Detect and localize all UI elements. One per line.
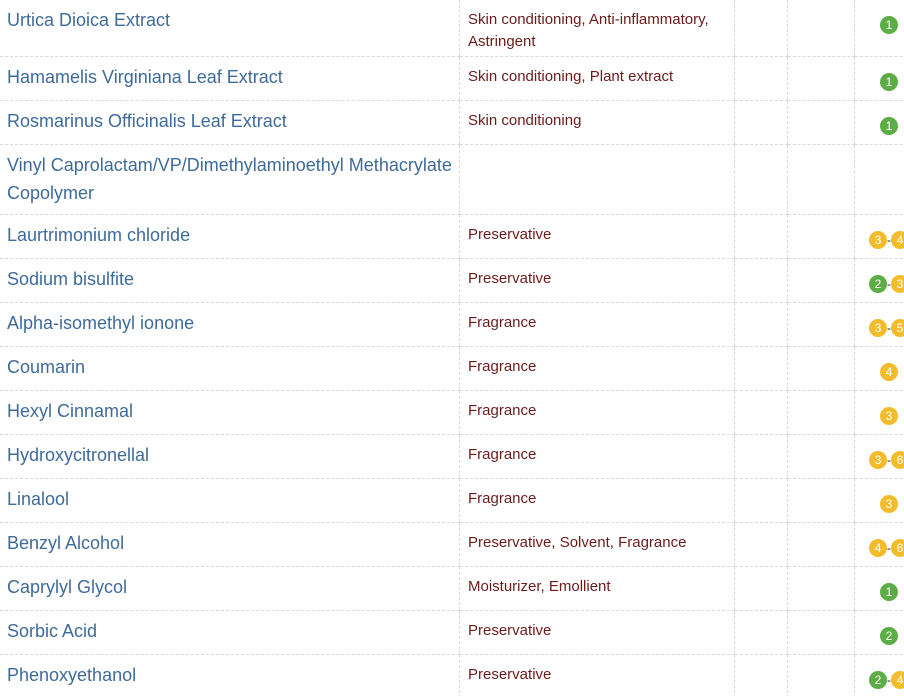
empty-cell bbox=[735, 522, 788, 566]
ingredient-function: Preservative bbox=[468, 269, 552, 287]
ewg-rating-badge bbox=[869, 319, 904, 337]
rating-score-dot: 3 bbox=[869, 231, 887, 249]
ingredient-name-cell bbox=[0, 144, 460, 214]
ingredient-row bbox=[0, 434, 904, 478]
empty-cell bbox=[735, 0, 788, 56]
empty-cell bbox=[788, 346, 855, 390]
empty-cell bbox=[788, 302, 855, 346]
empty-cell bbox=[735, 144, 788, 214]
empty-cell bbox=[735, 654, 788, 696]
rating-score-dot: 1 bbox=[880, 583, 898, 601]
ingredient-function-cell bbox=[460, 390, 735, 434]
ingredient-name-link[interactable]: Vinyl Caprolactam/VP/Dimethylaminoethyl Methacrylate Copolymer bbox=[7, 154, 452, 203]
ingredient-function-cell bbox=[460, 346, 735, 390]
ingredient-row bbox=[0, 390, 904, 434]
ingredient-function-cell bbox=[460, 56, 735, 100]
ingredient-function: Moisturizer, Emollient bbox=[468, 577, 611, 595]
ingredient-name-link[interactable]: Linalool bbox=[7, 488, 70, 509]
ingredient-name-cell bbox=[0, 522, 460, 566]
empty-cell bbox=[788, 610, 855, 654]
empty-cell bbox=[788, 522, 855, 566]
ingredient-function-cell bbox=[460, 0, 735, 56]
empty-cell bbox=[788, 478, 855, 522]
ewg-rating-badge bbox=[869, 231, 904, 249]
rating-score-dot: 4 bbox=[880, 363, 898, 381]
empty-cell bbox=[788, 56, 855, 100]
ewg-rating-badge bbox=[880, 627, 898, 645]
empty-cell bbox=[788, 434, 855, 478]
rating-range-dash: - bbox=[887, 276, 891, 291]
ingredient-row bbox=[0, 302, 904, 346]
ingredient-function: Skin conditioning bbox=[468, 111, 582, 129]
ewg-rating-badge bbox=[880, 117, 898, 135]
ingredient-function-cell bbox=[460, 522, 735, 566]
ingredient-function: Skin conditioning, Anti-inflammatory, Astringent bbox=[468, 11, 709, 50]
rating-score-dot: 4 bbox=[891, 671, 904, 689]
ingredient-function: Fragrance bbox=[468, 313, 537, 331]
ewg-rating-badge bbox=[869, 451, 904, 469]
ewg-rating-badge bbox=[880, 73, 898, 91]
rating-score-dot: 1 bbox=[880, 117, 898, 135]
ingredient-function-cell bbox=[460, 214, 735, 258]
empty-cell bbox=[735, 478, 788, 522]
ingredient-function-cell bbox=[460, 654, 735, 696]
ingredient-row bbox=[0, 0, 904, 56]
ewg-rating-badge bbox=[880, 407, 898, 425]
rating-score-dot: 3 bbox=[869, 319, 887, 337]
ingredient-row bbox=[0, 144, 904, 214]
rating-range-dash: - bbox=[887, 452, 891, 467]
ingredient-name-cell bbox=[0, 214, 460, 258]
ingredient-rating-cell bbox=[855, 390, 904, 434]
ingredient-function: Preservative bbox=[468, 621, 552, 639]
empty-cell bbox=[735, 100, 788, 144]
ingredient-row bbox=[0, 654, 904, 696]
ingredient-function-cell bbox=[460, 100, 735, 144]
rating-score-dot: 6 bbox=[891, 539, 904, 557]
empty-cell bbox=[735, 56, 788, 100]
ingredient-row bbox=[0, 214, 904, 258]
empty-cell bbox=[735, 390, 788, 434]
ingredient-rating-cell bbox=[855, 214, 904, 258]
rating-score-dot: 5 bbox=[891, 319, 904, 337]
rating-score-dot: 2 bbox=[869, 671, 887, 689]
empty-cell bbox=[788, 214, 855, 258]
ingredient-row bbox=[0, 522, 904, 566]
ingredient-function: Preservative bbox=[468, 665, 552, 683]
ingredient-rating-cell bbox=[855, 434, 904, 478]
empty-cell bbox=[735, 346, 788, 390]
ingredient-row bbox=[0, 478, 904, 522]
rating-score-dot: 4 bbox=[891, 231, 904, 249]
ewg-rating-badge bbox=[869, 671, 904, 689]
ingredient-name-link[interactable]: Laurtrimonium chloride bbox=[7, 224, 191, 245]
ingredient-function: Skin conditioning, Plant extract bbox=[468, 67, 674, 85]
ingredient-function-cell bbox=[460, 478, 735, 522]
ingredient-rating-cell bbox=[855, 610, 904, 654]
ingredient-name-cell bbox=[0, 478, 460, 522]
ingredient-name-link[interactable]: Hydroxycitronellal bbox=[7, 444, 150, 465]
ingredient-rating-cell bbox=[855, 56, 904, 100]
ingredient-row bbox=[0, 258, 904, 302]
empty-cell bbox=[735, 566, 788, 610]
ingredient-name-cell bbox=[0, 0, 460, 56]
ingredient-name-cell bbox=[0, 100, 460, 144]
ingredient-rating-cell bbox=[855, 0, 904, 56]
empty-cell bbox=[735, 258, 788, 302]
ingredient-name-link[interactable]: Benzyl Alcohol bbox=[7, 532, 125, 553]
rating-score-dot: 1 bbox=[880, 73, 898, 91]
ingredient-name-cell bbox=[0, 566, 460, 610]
rating-score-dot: 3 bbox=[891, 275, 904, 293]
rating-range-dash: - bbox=[887, 540, 891, 555]
rating-range-dash: - bbox=[887, 232, 891, 247]
ingredient-function-cell bbox=[460, 302, 735, 346]
rating-range-dash: - bbox=[887, 672, 891, 687]
rating-score-dot: 6 bbox=[891, 451, 904, 469]
ingredient-function: Preservative, Solvent, Fragrance bbox=[468, 533, 687, 551]
ingredient-function-cell bbox=[460, 258, 735, 302]
ingredient-rating-cell bbox=[855, 100, 904, 144]
rating-score-dot: 1 bbox=[880, 16, 898, 34]
ingredient-name-link[interactable]: Hexyl Cinnamal bbox=[7, 400, 134, 421]
ingredient-rating-cell bbox=[855, 522, 904, 566]
ingredient-name-link[interactable]: Rosmarinus Officinalis Leaf Extract bbox=[7, 110, 287, 131]
ewg-rating-badge bbox=[880, 583, 898, 601]
ingredient-rating-cell bbox=[855, 258, 904, 302]
empty-cell bbox=[788, 258, 855, 302]
ingredient-rating-cell bbox=[855, 478, 904, 522]
ewg-rating-badge bbox=[869, 539, 904, 557]
ingredient-rating-cell bbox=[855, 346, 904, 390]
ingredient-rating-cell bbox=[855, 566, 904, 610]
ewg-rating-badge bbox=[880, 495, 898, 513]
ingredient-function: Fragrance bbox=[468, 489, 537, 507]
ingredient-name-link[interactable]: Sorbic Acid bbox=[7, 620, 98, 641]
ingredient-rating-cell bbox=[855, 654, 904, 696]
ingredient-function: Fragrance bbox=[468, 401, 537, 419]
ingredient-function: Fragrance bbox=[468, 445, 537, 463]
ingredient-row bbox=[0, 610, 904, 654]
rating-score-dot: 2 bbox=[869, 275, 887, 293]
rating-score-dot: 3 bbox=[880, 407, 898, 425]
ingredient-function-cell bbox=[460, 566, 735, 610]
rating-score-dot: 3 bbox=[880, 495, 898, 513]
empty-cell bbox=[735, 434, 788, 478]
ingredient-name-link[interactable]: Coumarin bbox=[7, 356, 86, 377]
empty-cell bbox=[788, 390, 855, 434]
ingredient-name-link[interactable]: Alpha-isomethyl ionone bbox=[7, 312, 195, 333]
ingredient-name-link[interactable]: Hamamelis Virginiana Leaf Extract bbox=[7, 66, 283, 87]
ingredient-name-link[interactable]: Urtica Dioica Extract bbox=[7, 10, 171, 30]
empty-cell bbox=[788, 566, 855, 610]
ingredient-function-cell bbox=[460, 434, 735, 478]
empty-cell bbox=[735, 302, 788, 346]
ingredient-function: Fragrance bbox=[468, 357, 537, 375]
empty-cell bbox=[788, 100, 855, 144]
ingredient-name-cell bbox=[0, 390, 460, 434]
ingredient-name-link[interactable]: Phenoxyethanol bbox=[7, 664, 137, 685]
ingredient-name-cell bbox=[0, 434, 460, 478]
ingredient-rating-cell bbox=[855, 144, 904, 214]
rating-score-dot: 4 bbox=[869, 539, 887, 557]
ingredient-name-cell bbox=[0, 654, 460, 696]
ingredient-row bbox=[0, 346, 904, 390]
ingredient-function: Preservative bbox=[468, 225, 552, 243]
ingredient-name-link[interactable]: Caprylyl Glycol bbox=[7, 576, 128, 597]
ewg-rating-badge bbox=[880, 16, 898, 34]
empty-cell bbox=[735, 610, 788, 654]
rating-score-dot: 2 bbox=[880, 627, 898, 645]
ewg-rating-badge bbox=[880, 363, 898, 381]
ingredient-row bbox=[0, 566, 904, 610]
ingredient-name-link[interactable]: Sodium bisulfite bbox=[7, 268, 135, 289]
ingredient-rating-cell bbox=[855, 302, 904, 346]
empty-cell bbox=[788, 144, 855, 214]
ingredient-name-cell bbox=[0, 610, 460, 654]
ingredient-row bbox=[0, 100, 904, 144]
ingredient-function-cell bbox=[460, 144, 735, 214]
rating-range-dash: - bbox=[887, 320, 891, 335]
ingredient-name-cell bbox=[0, 56, 460, 100]
empty-cell bbox=[788, 654, 855, 696]
ingredient-function-cell bbox=[460, 610, 735, 654]
ingredient-name-cell bbox=[0, 258, 460, 302]
ingredient-name-cell bbox=[0, 302, 460, 346]
ingredient-name-cell bbox=[0, 346, 460, 390]
rating-score-dot: 3 bbox=[869, 451, 887, 469]
empty-cell bbox=[788, 0, 855, 56]
ingredient-row bbox=[0, 56, 904, 100]
empty-cell bbox=[735, 214, 788, 258]
ewg-rating-badge bbox=[869, 275, 904, 293]
